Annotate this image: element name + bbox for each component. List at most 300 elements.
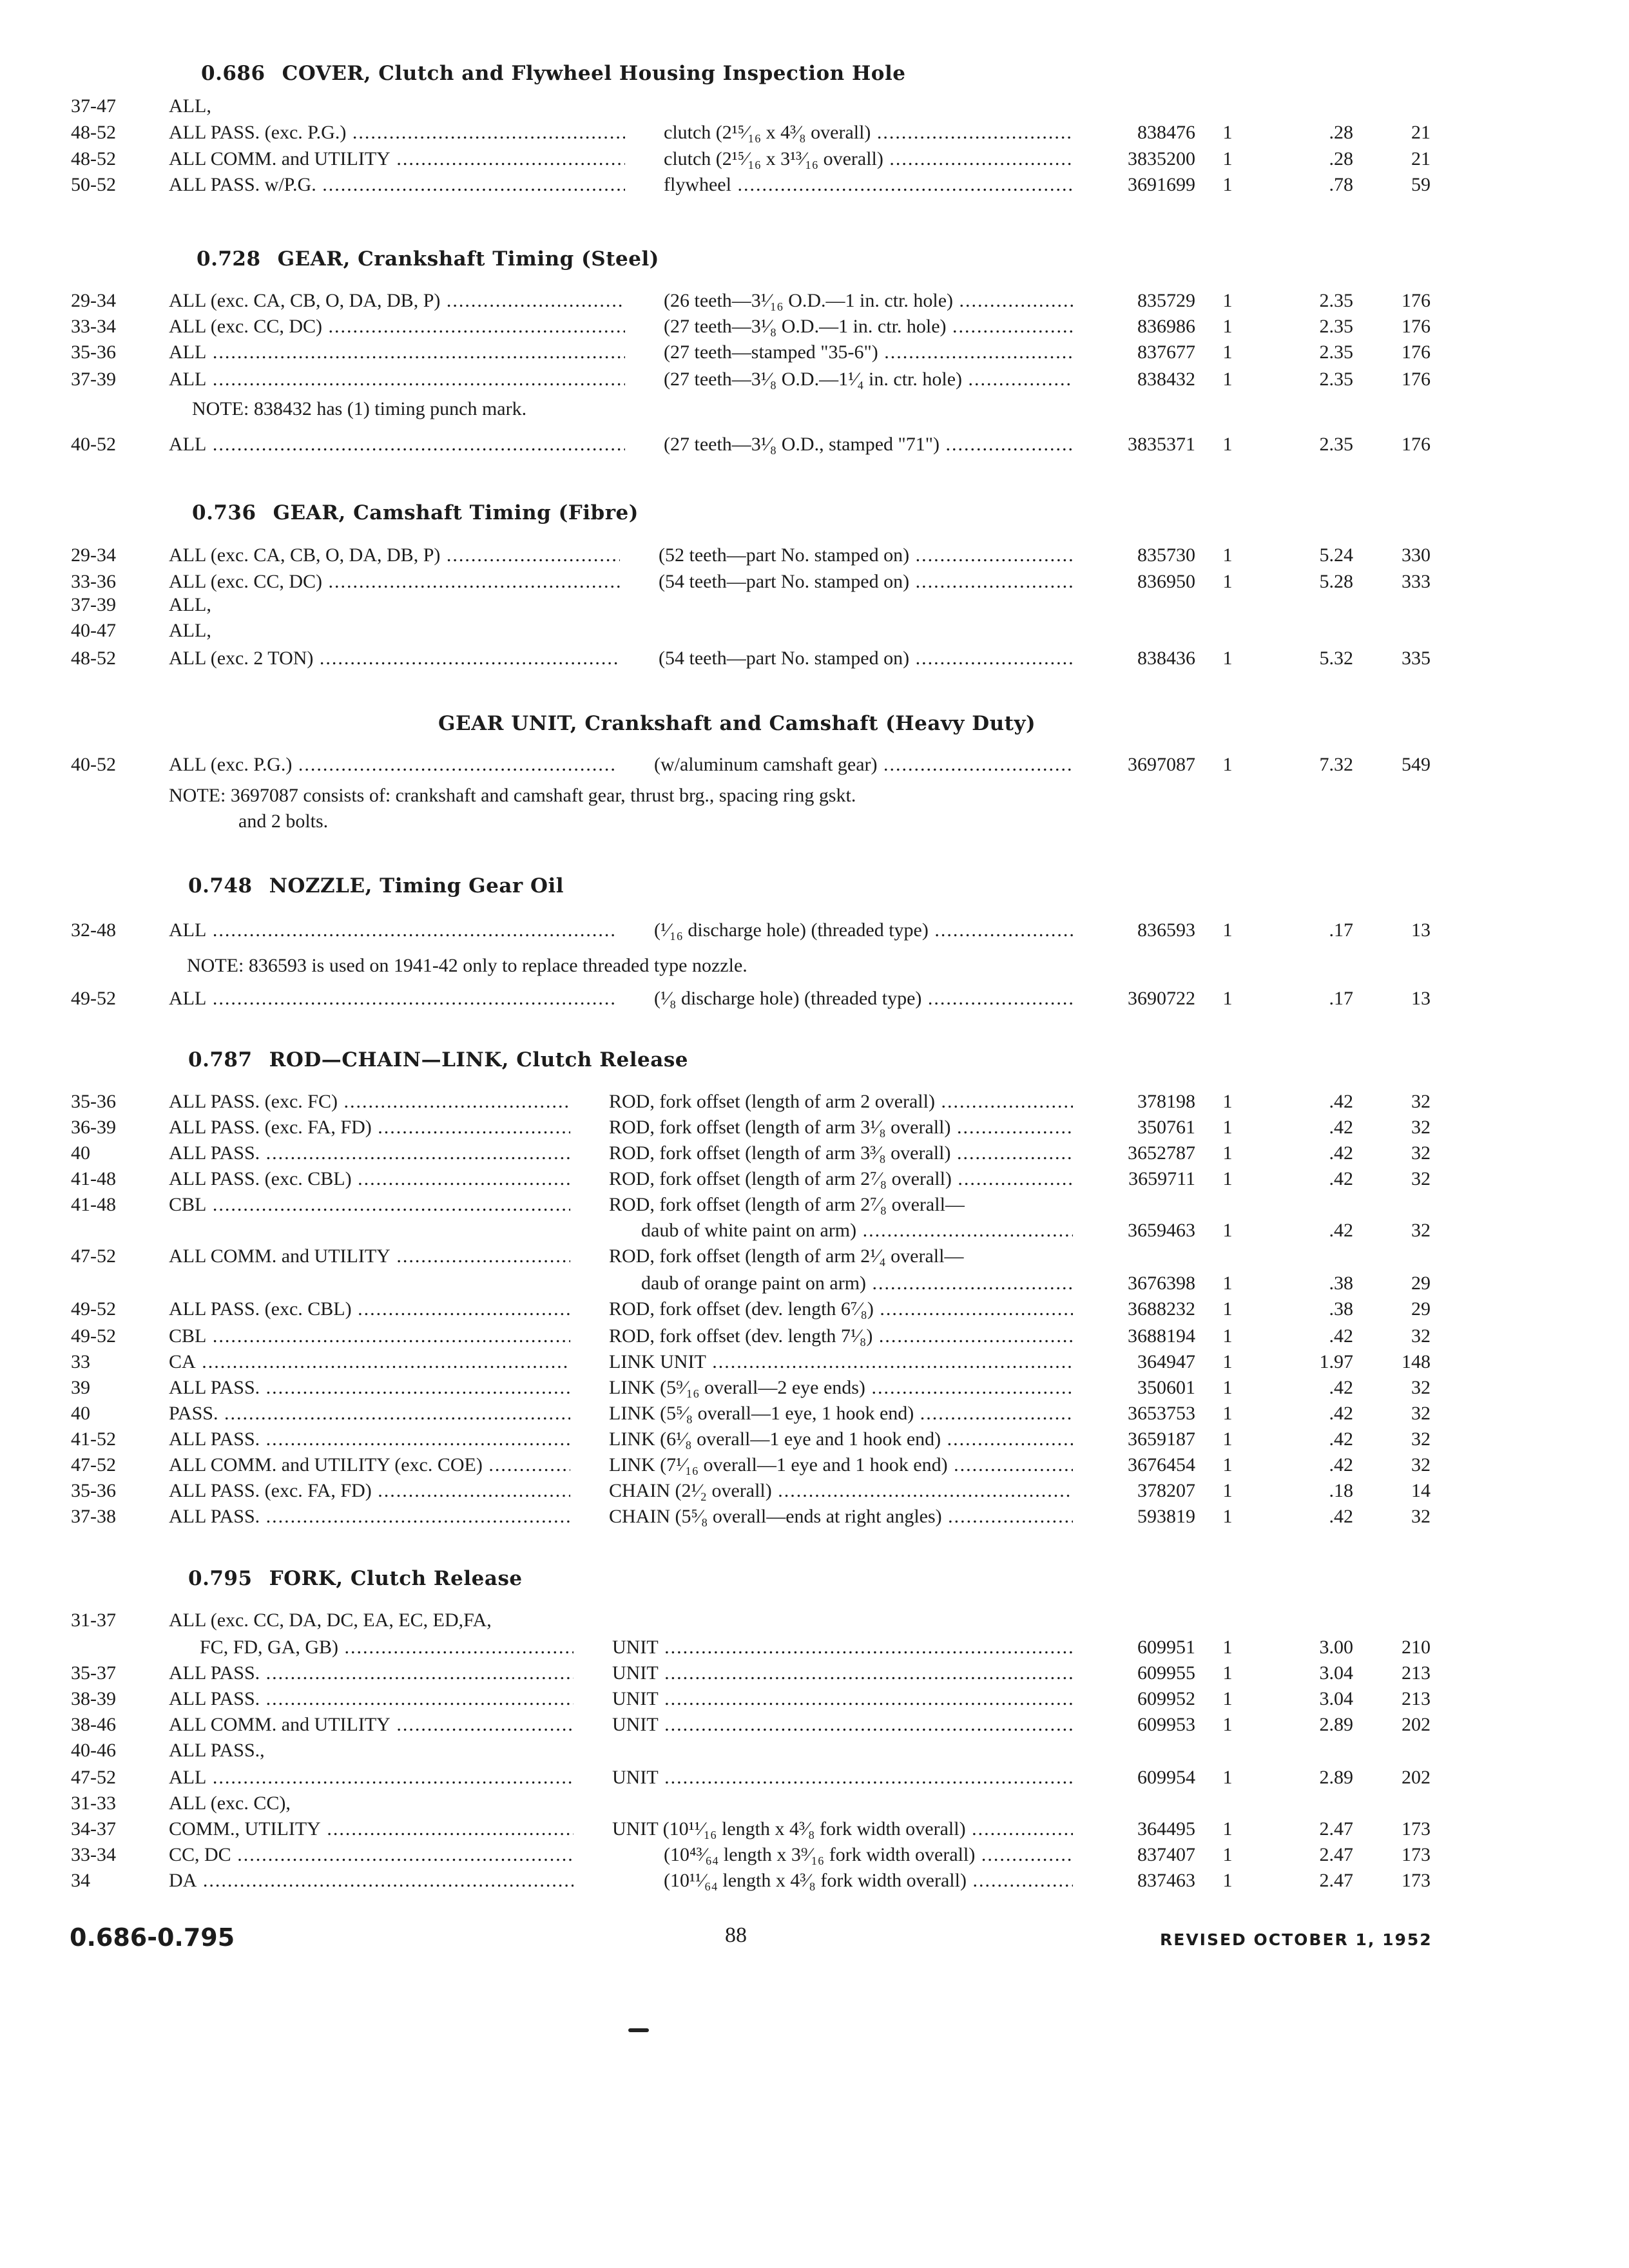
weight: 148 bbox=[1402, 1351, 1431, 1372]
part-description: (27 teeth—3¹⁄₈ O.D.—1 in. ctr. hole) ..... bbox=[664, 316, 1073, 338]
table-row bbox=[0, 1480, 1629, 1506]
part-number: 838432 bbox=[1137, 369, 1195, 390]
quantity: 1 bbox=[1222, 1714, 1233, 1735]
model-application: FC, FD, GA, GB) ..... bbox=[200, 1637, 574, 1658]
quantity: 1 bbox=[1222, 1273, 1233, 1294]
part-number: 3652787 bbox=[1128, 1142, 1195, 1164]
page-number: 88 bbox=[725, 1923, 747, 1947]
list-price: 2.35 bbox=[1319, 434, 1353, 455]
model-years: 33-36 bbox=[71, 571, 116, 592]
weight: 210 bbox=[1402, 1637, 1431, 1658]
table-row bbox=[0, 1245, 1629, 1271]
quantity: 1 bbox=[1222, 988, 1233, 1009]
weight: 176 bbox=[1402, 290, 1431, 311]
part-number: 836986 bbox=[1137, 316, 1195, 337]
section-number: 0.748 bbox=[188, 874, 253, 898]
part-number: 378198 bbox=[1137, 1091, 1195, 1112]
quantity: 1 bbox=[1222, 1818, 1233, 1840]
weight: 13 bbox=[1411, 919, 1431, 941]
list-price: .42 bbox=[1329, 1506, 1353, 1527]
model-years: 40-52 bbox=[71, 434, 116, 455]
model-years: 34 bbox=[71, 1870, 90, 1891]
table-row bbox=[0, 1351, 1629, 1377]
weight: 176 bbox=[1402, 341, 1431, 363]
list-price: .42 bbox=[1329, 1117, 1353, 1138]
section-heading: GEAR, Camshaft Timing (Fibre) bbox=[273, 501, 639, 524]
weight: 335 bbox=[1402, 648, 1431, 669]
section-title bbox=[201, 62, 905, 85]
model-application: ALL ..... bbox=[169, 1767, 574, 1789]
part-description: (10⁴³⁄₆₄ length x 3⁹⁄₁₆ fork width overall) ..... bbox=[664, 1844, 1073, 1866]
model-application: ALL (exc. CC, DA, DC, EA, EC, ED,FA, bbox=[169, 1610, 492, 1631]
model-application: ALL COMM. and UTILITY ..... bbox=[169, 1714, 574, 1736]
section-number: 0.686 bbox=[201, 62, 265, 85]
part-number: 3653753 bbox=[1128, 1403, 1195, 1424]
model-years: 49-52 bbox=[71, 1298, 116, 1320]
model-years: 40 bbox=[71, 1403, 90, 1424]
table-row bbox=[0, 1273, 1629, 1298]
part-number: 3691699 bbox=[1128, 174, 1195, 195]
model-years: 35-37 bbox=[71, 1662, 116, 1684]
list-price: .28 bbox=[1329, 148, 1353, 169]
part-description: clutch (2¹⁵⁄₁₆ x 4³⁄₈ overall) ..... bbox=[664, 122, 1073, 144]
weight: 32 bbox=[1411, 1168, 1431, 1189]
table-row bbox=[0, 1377, 1629, 1403]
weight: 202 bbox=[1402, 1767, 1431, 1788]
part-description: LINK (5⁹⁄₁₆ overall—2 eye ends) ..... bbox=[609, 1377, 1073, 1399]
note-text: NOTE: 3697087 consists of: crankshaft and camshaft gear, thrust brg., spacing ring gskt. bbox=[169, 785, 856, 806]
part-number: 3690722 bbox=[1128, 988, 1195, 1009]
part-description: (27 teeth—3¹⁄₈ O.D.—1¹⁄₄ in. ctr. hole) ..... bbox=[664, 369, 1073, 390]
part-description: LINK (5⁵⁄₈ overall—1 eye, 1 hook end) ..... bbox=[609, 1403, 1073, 1425]
section-range-code: 0.686-0.795 bbox=[70, 1923, 235, 1952]
quantity: 1 bbox=[1222, 122, 1233, 143]
list-price: 2.47 bbox=[1319, 1818, 1353, 1840]
list-price: 2.35 bbox=[1319, 316, 1353, 337]
weight: 29 bbox=[1411, 1298, 1431, 1320]
part-number: 3659187 bbox=[1128, 1428, 1195, 1450]
part-number: 835730 bbox=[1137, 544, 1195, 566]
list-price: .42 bbox=[1329, 1325, 1353, 1347]
quantity: 1 bbox=[1222, 434, 1233, 455]
model-application: ALL ..... bbox=[169, 988, 615, 1010]
part-description: LINK (6¹⁄₈ overall—1 eye and 1 hook end) ..... bbox=[609, 1428, 1073, 1450]
part-number: 593819 bbox=[1137, 1506, 1195, 1527]
quantity: 1 bbox=[1222, 174, 1233, 195]
section-title bbox=[188, 1567, 523, 1590]
part-number: 3835371 bbox=[1128, 434, 1195, 455]
model-application: ALL PASS. (exc. CBL) ..... bbox=[169, 1168, 570, 1190]
list-price: 2.35 bbox=[1319, 369, 1353, 390]
table-row bbox=[0, 122, 1629, 148]
model-years: 31-33 bbox=[71, 1792, 116, 1814]
quantity: 1 bbox=[1222, 1220, 1233, 1241]
model-application: ALL, bbox=[169, 620, 211, 641]
part-number: 3676454 bbox=[1128, 1454, 1195, 1475]
model-application: ALL PASS. ..... bbox=[169, 1428, 570, 1450]
quantity: 1 bbox=[1222, 1767, 1233, 1788]
weight: 32 bbox=[1411, 1428, 1431, 1450]
part-number: 364495 bbox=[1137, 1818, 1195, 1840]
model-application: ALL PASS. (exc. P.G.) ..... bbox=[169, 122, 625, 144]
part-description: ROD, fork offset (length of arm 3¹⁄₈ overall) ..... bbox=[609, 1117, 1073, 1139]
table-row bbox=[0, 1637, 1629, 1662]
part-description: ROD, fork offset (length of arm 2⁷⁄₈ overall) ..... bbox=[609, 1168, 1073, 1190]
list-price: .42 bbox=[1329, 1220, 1353, 1241]
weight: 202 bbox=[1402, 1714, 1431, 1735]
quantity: 1 bbox=[1222, 1168, 1233, 1189]
model-years: 37-38 bbox=[71, 1506, 116, 1527]
part-description: LINK UNIT ..... bbox=[609, 1351, 1073, 1373]
model-application: ALL PASS. (exc. FC) ..... bbox=[169, 1091, 570, 1113]
model-application: CA ..... bbox=[169, 1351, 570, 1373]
model-application: ALL COMM. and UTILITY ..... bbox=[169, 148, 625, 170]
table-row bbox=[0, 1428, 1629, 1454]
table-row bbox=[0, 1792, 1629, 1818]
section-number: 0.795 bbox=[188, 1567, 253, 1590]
quantity: 1 bbox=[1222, 369, 1233, 390]
part-description: (¹⁄₁₆ discharge hole) (threaded type) ..... bbox=[654, 919, 1073, 941]
section-title bbox=[438, 712, 1036, 735]
weight: 13 bbox=[1411, 988, 1431, 1009]
weight: 32 bbox=[1411, 1377, 1431, 1398]
list-price: .42 bbox=[1329, 1454, 1353, 1475]
part-description: (10¹¹⁄₆₄ length x 4³⁄₈ fork width overall) ..... bbox=[664, 1870, 1073, 1892]
quantity: 1 bbox=[1222, 919, 1233, 941]
weight: 32 bbox=[1411, 1091, 1431, 1112]
weight: 29 bbox=[1411, 1273, 1431, 1294]
model-application: ALL (exc. CC, DC) ..... bbox=[169, 316, 625, 338]
table-row bbox=[0, 544, 1629, 570]
model-application: ALL PASS. ..... bbox=[169, 1688, 574, 1710]
part-number: 837463 bbox=[1137, 1870, 1195, 1891]
model-years: 33 bbox=[71, 1351, 90, 1372]
part-number: 609953 bbox=[1137, 1714, 1195, 1735]
list-price: 5.28 bbox=[1319, 571, 1353, 592]
table-row bbox=[0, 341, 1629, 367]
table-row bbox=[0, 290, 1629, 316]
table-row bbox=[0, 594, 1629, 620]
table-row bbox=[0, 316, 1629, 341]
model-application: ALL ..... bbox=[169, 369, 625, 390]
table-row bbox=[0, 148, 1629, 174]
part-number: 378207 bbox=[1137, 1480, 1195, 1501]
part-description: UNIT ..... bbox=[612, 1767, 1073, 1789]
table-row bbox=[0, 648, 1629, 673]
table-row bbox=[0, 174, 1629, 200]
part-number: 838436 bbox=[1137, 648, 1195, 669]
part-number: 836950 bbox=[1137, 571, 1195, 592]
model-application: ALL (exc. CA, CB, O, DA, DB, P) ..... bbox=[169, 290, 625, 312]
part-number: 3697087 bbox=[1128, 754, 1195, 775]
list-price: 3.00 bbox=[1319, 1637, 1353, 1658]
weight: 173 bbox=[1402, 1870, 1431, 1891]
list-price: 3.04 bbox=[1319, 1688, 1353, 1709]
model-application: ALL ..... bbox=[169, 919, 615, 941]
model-application: ALL COMM. and UTILITY ..... bbox=[169, 1245, 570, 1267]
part-number: 3688232 bbox=[1128, 1298, 1195, 1320]
weight: 176 bbox=[1402, 434, 1431, 455]
model-years: 49-52 bbox=[71, 988, 116, 1009]
part-description: ROD, fork offset (dev. length 7¹⁄₈) ..... bbox=[609, 1325, 1073, 1347]
table-row bbox=[0, 620, 1629, 646]
model-years: 37-47 bbox=[71, 95, 116, 117]
model-application: ALL PASS. (exc. CBL) ..... bbox=[169, 1298, 570, 1320]
quantity: 1 bbox=[1222, 1377, 1233, 1398]
part-description: CHAIN (2¹⁄₂ overall) ..... bbox=[609, 1480, 1073, 1502]
model-application: ALL (exc. CC, DC) ..... bbox=[169, 571, 620, 593]
part-description: (¹⁄₈ discharge hole) (threaded type) ..... bbox=[654, 988, 1073, 1010]
model-application: ALL PASS. (exc. FA, FD) ..... bbox=[169, 1480, 570, 1502]
part-description: daub of white paint on arm) ..... bbox=[641, 1220, 1073, 1242]
weight: 32 bbox=[1411, 1220, 1431, 1241]
weight: 333 bbox=[1402, 571, 1431, 592]
model-years: 33-34 bbox=[71, 316, 116, 337]
table-row bbox=[0, 1403, 1629, 1428]
table-row bbox=[0, 1740, 1629, 1765]
quantity: 1 bbox=[1222, 1662, 1233, 1684]
model-application: ALL, bbox=[169, 594, 211, 615]
section-title bbox=[188, 1048, 688, 1072]
section-number: 0.736 bbox=[192, 501, 256, 524]
model-application: CBL ..... bbox=[169, 1325, 570, 1347]
model-years: 40-46 bbox=[71, 1740, 116, 1761]
quantity: 1 bbox=[1222, 1403, 1233, 1424]
model-years: 41-48 bbox=[71, 1168, 116, 1189]
model-years: 48-52 bbox=[71, 148, 116, 169]
model-years: 48-52 bbox=[71, 648, 116, 669]
weight: 213 bbox=[1402, 1662, 1431, 1684]
revision-date: REVISED OCTOBER 1, 1952 bbox=[1160, 1930, 1432, 1949]
table-row bbox=[0, 1168, 1629, 1194]
table-row bbox=[0, 754, 1629, 780]
quantity: 1 bbox=[1222, 1117, 1233, 1138]
list-price: .42 bbox=[1329, 1377, 1353, 1398]
list-price: .17 bbox=[1329, 988, 1353, 1009]
quantity: 1 bbox=[1222, 1325, 1233, 1347]
section-heading: NOZZLE, Timing Gear Oil bbox=[269, 874, 564, 898]
table-row bbox=[0, 1844, 1629, 1870]
model-years: 40-52 bbox=[71, 754, 116, 775]
weight: 32 bbox=[1411, 1117, 1431, 1138]
section-heading: COVER, Clutch and Flywheel Housing Inspection Hole bbox=[282, 62, 906, 85]
model-years: 37-39 bbox=[71, 594, 116, 615]
weight: 32 bbox=[1411, 1506, 1431, 1527]
quantity: 1 bbox=[1222, 1142, 1233, 1164]
part-description: CHAIN (5⁵⁄₈ overall—ends at right angles) ..... bbox=[609, 1506, 1073, 1528]
section-heading: GEAR, Crankshaft Timing (Steel) bbox=[277, 247, 659, 271]
model-years: 49-52 bbox=[71, 1325, 116, 1347]
table-row bbox=[0, 1325, 1629, 1351]
part-description: UNIT ..... bbox=[612, 1688, 1073, 1710]
model-application: ALL (exc. 2 TON) ..... bbox=[169, 648, 620, 669]
part-description: (w/aluminum camshaft gear) ..... bbox=[654, 754, 1073, 776]
model-application: ALL PASS. ..... bbox=[169, 1142, 570, 1164]
weight: 173 bbox=[1402, 1844, 1431, 1865]
model-years: 37-39 bbox=[71, 369, 116, 390]
list-price: .42 bbox=[1329, 1428, 1353, 1450]
model-years: 47-52 bbox=[71, 1245, 116, 1267]
part-number: 609955 bbox=[1137, 1662, 1195, 1684]
part-number: 609954 bbox=[1137, 1767, 1195, 1788]
section-heading: FORK, Clutch Release bbox=[269, 1567, 523, 1590]
part-number: 3659463 bbox=[1128, 1220, 1195, 1241]
weight: 176 bbox=[1402, 316, 1431, 337]
model-years: 38-46 bbox=[71, 1714, 116, 1735]
weight: 21 bbox=[1411, 148, 1431, 169]
quantity: 1 bbox=[1222, 1506, 1233, 1527]
part-description: daub of orange paint on arm) ..... bbox=[641, 1273, 1073, 1294]
quantity: 1 bbox=[1222, 1298, 1233, 1320]
list-price: 5.32 bbox=[1319, 648, 1353, 669]
weight: 330 bbox=[1402, 544, 1431, 566]
table-row bbox=[0, 1091, 1629, 1117]
table-row bbox=[0, 1610, 1629, 1635]
table-row bbox=[0, 919, 1629, 945]
quantity: 1 bbox=[1222, 316, 1233, 337]
quantity: 1 bbox=[1222, 544, 1233, 566]
model-years: 40 bbox=[71, 1142, 90, 1164]
table-row bbox=[0, 1454, 1629, 1480]
weight: 14 bbox=[1411, 1480, 1431, 1501]
model-application: ALL PASS., bbox=[169, 1740, 265, 1761]
model-years: 47-52 bbox=[71, 1767, 116, 1788]
quantity: 1 bbox=[1222, 290, 1233, 311]
list-price: .17 bbox=[1329, 919, 1353, 941]
part-description: LINK (7¹⁄₁₆ overall—1 eye and 1 hook end) ..... bbox=[609, 1454, 1073, 1476]
part-number: 3688194 bbox=[1128, 1325, 1195, 1347]
model-years: 29-34 bbox=[71, 544, 116, 566]
table-row bbox=[0, 988, 1629, 1014]
section-title bbox=[197, 247, 659, 271]
quantity: 1 bbox=[1222, 1688, 1233, 1709]
model-application: DA ..... bbox=[169, 1870, 574, 1892]
table-row bbox=[0, 1194, 1629, 1220]
model-years: 40-47 bbox=[71, 620, 116, 641]
model-years: 35-36 bbox=[71, 1480, 116, 1501]
list-price: .42 bbox=[1329, 1168, 1353, 1189]
model-application: ALL PASS. ..... bbox=[169, 1377, 570, 1399]
note-text: NOTE: 838432 has (1) timing punch mark. bbox=[192, 398, 527, 419]
part-description: (52 teeth—part No. stamped on) ..... bbox=[659, 544, 1073, 566]
part-number: 3659711 bbox=[1128, 1168, 1195, 1189]
part-description: ROD, fork offset (dev. length 6⁷⁄₈) ..... bbox=[609, 1298, 1073, 1320]
note-text: and 2 bolts. bbox=[238, 811, 329, 832]
part-description: ROD, fork offset (length of arm 2 overall) ..... bbox=[609, 1091, 1073, 1113]
part-description: UNIT ..... bbox=[612, 1637, 1073, 1658]
part-number: 350601 bbox=[1137, 1377, 1195, 1398]
weight: 549 bbox=[1402, 754, 1431, 775]
list-price: 5.24 bbox=[1319, 544, 1353, 566]
part-number: 609951 bbox=[1137, 1637, 1195, 1658]
part-description: flywheel ..... bbox=[664, 174, 1073, 196]
table-row bbox=[0, 1662, 1629, 1688]
part-description: (54 teeth—part No. stamped on) ..... bbox=[659, 571, 1073, 593]
quantity: 1 bbox=[1222, 1844, 1233, 1865]
part-description: ROD, fork offset (length of arm 3³⁄₈ overall) ..... bbox=[609, 1142, 1073, 1164]
model-application: ALL (exc. CA, CB, O, DA, DB, P) ..... bbox=[169, 544, 620, 566]
quantity: 1 bbox=[1222, 1454, 1233, 1475]
note-text: NOTE: 836593 is used on 1941-42 only to replace threaded type nozzle. bbox=[187, 955, 747, 976]
model-application: ALL PASS. (exc. FA, FD) ..... bbox=[169, 1117, 570, 1139]
list-price: 2.47 bbox=[1319, 1844, 1353, 1865]
model-application: ALL, bbox=[169, 95, 211, 117]
model-years: 50-52 bbox=[71, 174, 116, 195]
part-number: 838476 bbox=[1137, 122, 1195, 143]
model-application: ALL ..... bbox=[169, 341, 625, 363]
model-application: COMM., UTILITY ..... bbox=[169, 1818, 574, 1840]
weight: 32 bbox=[1411, 1454, 1431, 1475]
model-years: 41-48 bbox=[71, 1194, 116, 1215]
part-number: 836593 bbox=[1137, 919, 1195, 941]
quantity: 1 bbox=[1222, 648, 1233, 669]
part-number: 364947 bbox=[1137, 1351, 1195, 1372]
list-price: .42 bbox=[1329, 1142, 1353, 1164]
model-application: ALL (exc. P.G.) ..... bbox=[169, 754, 615, 776]
part-description: UNIT ..... bbox=[612, 1662, 1073, 1684]
quantity: 1 bbox=[1222, 1091, 1233, 1112]
table-row bbox=[0, 369, 1629, 394]
part-description: (27 teeth—3¹⁄₈ O.D., stamped "71") ..... bbox=[664, 434, 1073, 456]
table-row bbox=[0, 1714, 1629, 1740]
quantity: 1 bbox=[1222, 1351, 1233, 1372]
weight: 32 bbox=[1411, 1142, 1431, 1164]
section-title bbox=[192, 501, 639, 524]
part-description: ROD, fork offset (length of arm 2⁷⁄₈ overall— bbox=[609, 1194, 965, 1215]
list-price: 1.97 bbox=[1319, 1351, 1353, 1372]
model-years: 34-37 bbox=[71, 1818, 116, 1840]
model-application: CBL ..... bbox=[169, 1194, 570, 1216]
list-price: 2.35 bbox=[1319, 290, 1353, 311]
list-price: 2.47 bbox=[1319, 1870, 1353, 1891]
weight: 32 bbox=[1411, 1325, 1431, 1347]
list-price: 2.35 bbox=[1319, 341, 1353, 363]
list-price: 3.04 bbox=[1319, 1662, 1353, 1684]
section-number: 0.728 bbox=[197, 247, 261, 271]
quantity: 1 bbox=[1222, 1870, 1233, 1891]
table-row bbox=[0, 434, 1629, 459]
part-description: (27 teeth—stamped "35-6") ..... bbox=[664, 341, 1073, 363]
table-row bbox=[0, 95, 1629, 121]
list-price: .38 bbox=[1329, 1273, 1353, 1294]
list-price: 2.89 bbox=[1319, 1714, 1353, 1735]
part-number: 3676398 bbox=[1128, 1273, 1195, 1294]
part-number: 835729 bbox=[1137, 290, 1195, 311]
quantity: 1 bbox=[1222, 1637, 1233, 1658]
quantity: 1 bbox=[1222, 1480, 1233, 1501]
table-row bbox=[0, 1142, 1629, 1168]
table-row bbox=[0, 1220, 1629, 1245]
weight: 59 bbox=[1411, 174, 1431, 195]
part-description: clutch (2¹⁵⁄₁₆ x 3¹³⁄₁₆ overall) ..... bbox=[664, 148, 1073, 170]
model-years: 36-39 bbox=[71, 1117, 116, 1138]
weight: 173 bbox=[1402, 1818, 1431, 1840]
part-number: 350761 bbox=[1137, 1117, 1195, 1138]
part-description: ROD, fork offset (length of arm 2¹⁄₄ overall— bbox=[609, 1245, 964, 1267]
table-row bbox=[0, 1298, 1629, 1324]
table-row bbox=[0, 1870, 1629, 1896]
part-number: 3835200 bbox=[1128, 148, 1195, 169]
model-application: ALL PASS. ..... bbox=[169, 1506, 570, 1528]
part-description: UNIT ..... bbox=[612, 1714, 1073, 1736]
model-years: 39 bbox=[71, 1377, 90, 1398]
model-years: 32-48 bbox=[71, 919, 116, 941]
quantity: 1 bbox=[1222, 754, 1233, 775]
quantity: 1 bbox=[1222, 341, 1233, 363]
list-price: 2.89 bbox=[1319, 1767, 1353, 1788]
part-number: 837677 bbox=[1137, 341, 1195, 363]
table-row bbox=[0, 1117, 1629, 1142]
